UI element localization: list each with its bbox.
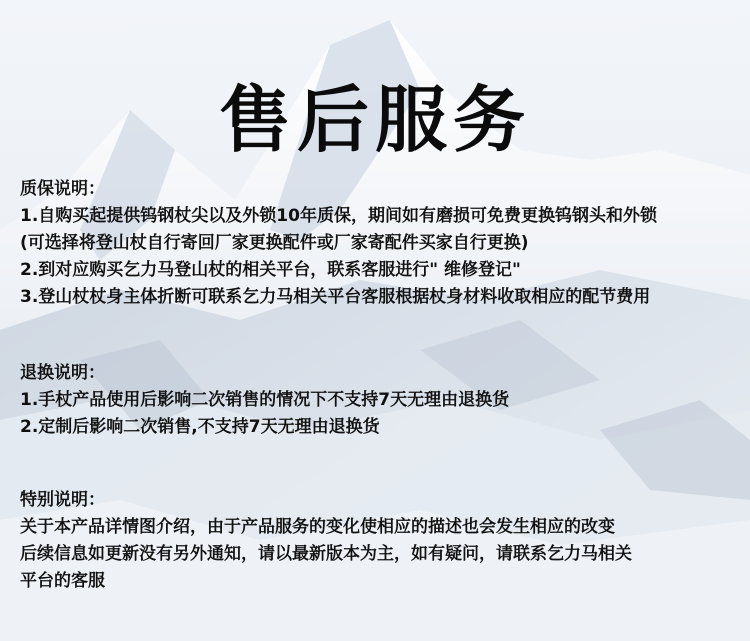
special-line: 后续信息如更新没有另外通知，请以最新版本为主，如有疑问，请联系乞力马相关 (20, 544, 632, 564)
warranty-line: (可选择将登山杖自行寄回厂家更换配件或厂家寄配件买家自行更换) (20, 233, 529, 253)
warranty-line: 3.登山杖杖身主体折断可联系乞力马相关平台客服根据杖身材料收取相应的配节费用 (20, 287, 651, 307)
special-heading: 特别说明： (20, 490, 105, 510)
return-line: 2.定制后影响二次销售,不支持7天无理由退换货 (20, 417, 380, 437)
return-line: 1.手杖产品使用后影响二次销售的情况下不支持7天无理由退换货 (20, 390, 510, 410)
return-section (20, 360, 740, 441)
warranty-line: 2.到对应购买乞力马登山杖的相关平台，联系客服进行" 维修登记" (20, 260, 521, 280)
special-line: 平台的客服 (20, 571, 105, 591)
special-line: 关于本产品详情图介绍，由于产品服务的变化使相应的描述也会发生相应的改变 (20, 517, 615, 537)
warranty-line: 1.自购买起提供钨钢杖尖以及外锁10年质保，期间如有磨损可免费更换钨钢头和外锁 (20, 206, 657, 226)
return-heading: 退换说明： (20, 363, 105, 383)
page-title: 售后服务 (218, 78, 531, 162)
warranty-heading: 质保说明： (20, 179, 105, 199)
special-section (20, 487, 740, 595)
warranty-section (20, 176, 740, 311)
